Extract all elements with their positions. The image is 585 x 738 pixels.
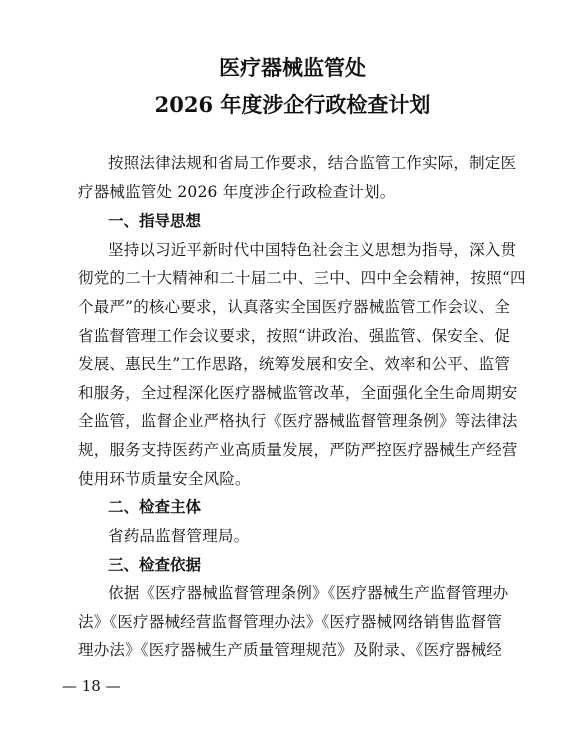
- section1-line-4: 省监督管理工作会议要求，按照“讲政治、强监管、保安全、促: [78, 327, 511, 345]
- section1-line-8: 规，服务支持医药产业高质量发展，严防严控医疗器械生产经营: [78, 441, 518, 459]
- section1-line-2: 彻党的二十大精神和二十届二中、三中、四中全会精神，按照“四: [78, 269, 526, 287]
- document-title-line2: 2026 年度涉企行政检查计划: [154, 92, 431, 117]
- section1-line-5: 发展、惠民生”工作思路，统筹发展和安全、效率和公平、监管: [78, 355, 511, 373]
- section1-line-1: 坚持以习近平新时代中国特色社会主义思想为指导，深入贯: [108, 241, 517, 259]
- section1-line-9: 使用环节质量安全风险。: [78, 470, 251, 488]
- intro-line-1: 按照法律法规和省局工作要求，结合监管工作实际，制定医: [108, 154, 517, 172]
- section-heading-guiding-ideology: 一、指导思想: [108, 212, 202, 230]
- document-title-line1: 医疗器械监管处: [219, 55, 366, 80]
- section3-line-2: 法》《医疗器械经营监督管理办法》《医疗器械网络销售监督管: [78, 613, 503, 631]
- section-heading-inspection-subject: 二、检查主体: [108, 498, 202, 516]
- page-number: — 18 —: [62, 677, 121, 695]
- section1-line-7: 全监管，监督企业严格执行《医疗器械监督管理条例》等法律法: [78, 412, 518, 430]
- intro-line-2: 疗器械监管处 2026 年度涉企行政检查计划。: [78, 183, 396, 201]
- section1-line-3: 个最严”的核心要求，认真落实全国医疗器械监管工作会议、全: [78, 298, 511, 316]
- section2-line-1: 省药品监督管理局。: [108, 527, 250, 545]
- section-heading-inspection-basis: 三、检查依据: [108, 556, 202, 574]
- section1-line-6: 和服务，全过程深化医疗器械监管改革，全面强化全生命周期安: [78, 384, 518, 402]
- section3-line-1: 依据《医疗器械监督管理条例》《医疗器械生产监督管理办: [108, 584, 509, 602]
- section3-line-3: 理办法》《医疗器械生产质量管理规范》及附录、《医疗器械经: [78, 641, 503, 659]
